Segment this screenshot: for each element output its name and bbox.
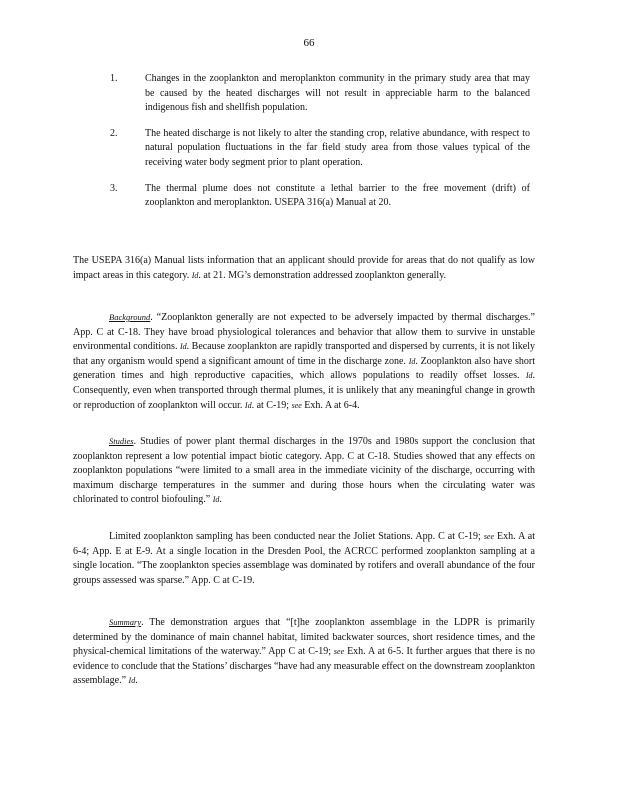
- citation-id: Id: [212, 495, 220, 505]
- studies-paragraph: [73, 434, 535, 508]
- background-text: . Consequently, even when transported through thermal plumes, it is unlikely that any meaningful change in growth or reproduction of zooplankton will occur.: [73, 370, 535, 411]
- list-item-number: 3.: [110, 182, 118, 194]
- citation-see: see: [483, 532, 495, 541]
- intro-text: The USEPA 316(a) Manual lists information that an applicant should provide for areas that do not qualify as low impact areas in this category.: [73, 255, 535, 281]
- list-item-number: 2.: [110, 127, 118, 139]
- sampling-text: Exh. A at 6-4; App. E at E-9. At a single location in the Dresden Pool, the ACRCC performed zooplankton sampling at a single location. “The zooplankton species assemblage was dominated by rotifers and overall abundance of the four groups assessed was sparse.” App. C at C-19.: [73, 531, 536, 586]
- summary-text: . The demonstration argues that “[t]he zooplankton assemblage in the LDPR is primarily determined by the dominance of main channel habitat, limited backwater sources, short residence times, and the physical-chemical limitations of the waterway.” App C at C-19;: [73, 617, 535, 658]
- background-text: Exh. A at 6-4.: [304, 399, 360, 411]
- background-text: . “Zooplankton generally are not expected to be adversely impacted by thermal discharges.” App. C at C-18. They have broad physiological tolerances and behavior that allow them to survive in unstable environmental conditions.: [73, 312, 535, 353]
- studies-text: . Studies of power plant thermal discharges in the 1970s and 1980s support the conclusion that zooplankton represent a low potential impact biotic category. App. C at C-18. Studies showed that any effects on zooplankton populations “were limited to a small area in the immediate vicinity of the discharge, occurring with maximum discharge temperatures in the summer and during those hours when the circulating water was chlorinated to control biofouling.”: [73, 436, 535, 506]
- background-paragraph: [73, 310, 535, 413]
- summary-text: Exh. A at 6-5. It further argues that there is no evidence to conclude that the Stations’ discharges “have had any measurable effect on the downstream zooplankton assemblage.”: [73, 646, 536, 687]
- studies-text-tail: .: [219, 494, 222, 506]
- list-item: [110, 72, 530, 116]
- intro-text-tail: . at 21. MG’s demonstration addressed zooplankton generally.: [198, 269, 447, 281]
- citation-id: Id: [244, 400, 252, 410]
- citation-see: see: [291, 400, 302, 410]
- sampling-text: Limited zooplankton sampling has been conducted near the Joliet Stations. App. C at C-19;: [109, 531, 481, 542]
- list-item-text: The heated discharge is not likely to alter the standing crop, relative abundance, with respect to natural population fluctuations in the far field study area from those values typical of the receiving water body segment prior to plant operation.: [145, 127, 530, 168]
- background-text: . at C-19;: [251, 399, 290, 411]
- background-text: . Because zooplankton are rapidly transported and dispersed by currents, it is not likely that any organism would spend a significant amount of time in the discharge zone.: [73, 341, 535, 367]
- list-item-number: 1.: [110, 73, 118, 84]
- list-item-text: Changes in the zooplankton and meroplankton community in the primary study area that may be caused by the heated discharges will not result in appreciable harm to the balanced indigenous fish and shellfish population.: [145, 73, 530, 114]
- list-item: [110, 127, 530, 171]
- intro-paragraph: [73, 254, 535, 283]
- summary-paragraph: [73, 615, 535, 689]
- numbered-list: [110, 72, 530, 211]
- background-text: . Zooplankton also have short generation times and high reproductive capacities, which allows populations to readily offset losses.: [73, 355, 536, 382]
- citation-see: see: [333, 647, 345, 657]
- list-item: [110, 182, 530, 211]
- citation-id: Id: [191, 270, 199, 280]
- section-heading-background: Background: [109, 312, 151, 322]
- section-heading-studies: Studies: [109, 436, 134, 446]
- section-heading-summary: Summary: [109, 617, 142, 627]
- citation-id: Id: [525, 371, 533, 381]
- list-item-text: The thermal plume does not constitute a lethal barrier to the free movement (drift) of zooplankton and meroplankton. USEPA 316(a) Manual at 20.: [145, 182, 530, 209]
- citation-id: Id: [408, 356, 416, 366]
- page-number: 66: [303, 37, 315, 49]
- citation-id: Id: [128, 676, 136, 686]
- summary-text-tail: .: [135, 675, 138, 687]
- citation-id: Id: [179, 342, 187, 352]
- sampling-paragraph: [73, 530, 535, 588]
